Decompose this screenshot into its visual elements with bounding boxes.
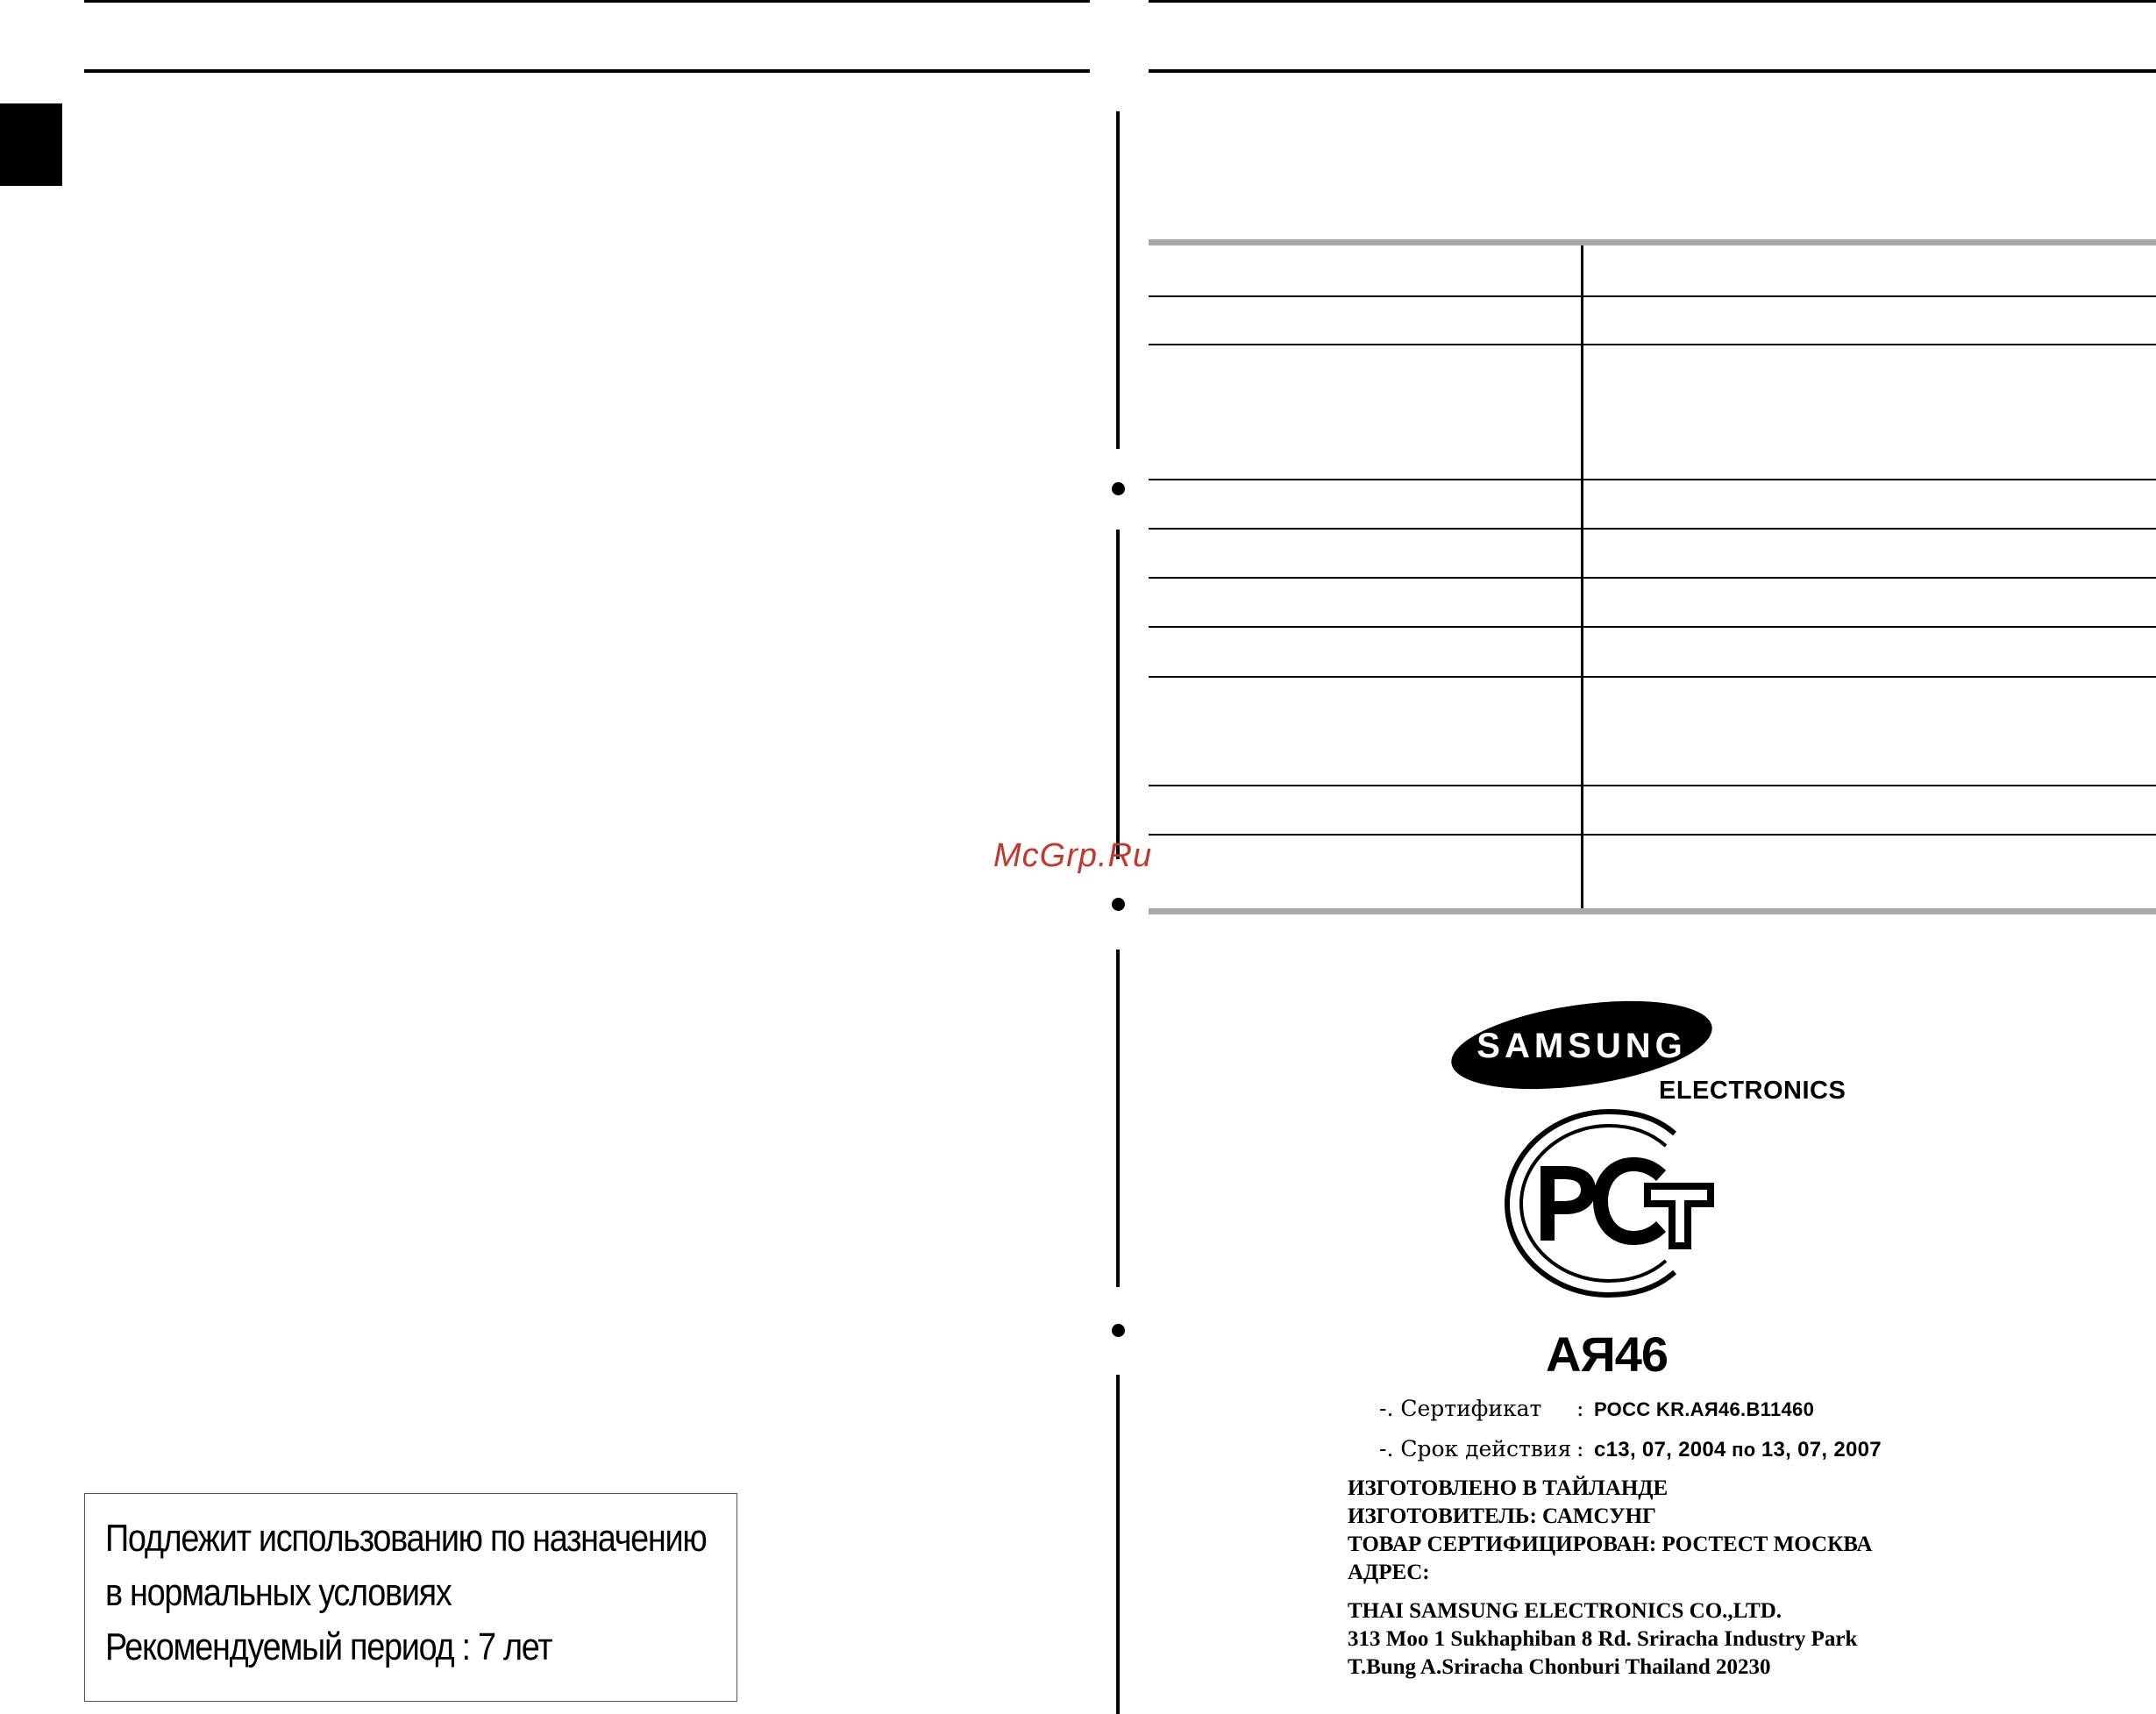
table-top-rule (1149, 239, 2156, 245)
validity-row (1379, 1436, 1882, 1462)
binding-line-1 (1116, 111, 1120, 449)
validity-label: -. Срок действия (1379, 1436, 1572, 1462)
right-header-rule (1149, 69, 2156, 73)
table-row (1149, 786, 2156, 836)
samsung-wordmark: SAMSUNG (1476, 1027, 1687, 1065)
notice-line-1: Подлежит использованию по назначению (105, 1517, 707, 1560)
company-name: THAI SAMSUNG ELECTRONICS CO.,LTD. (1348, 1599, 1782, 1623)
pct-logo-icon (1504, 1109, 1714, 1298)
binding-dot-1 (1112, 482, 1125, 495)
binding-dot-2 (1112, 898, 1125, 911)
table-bottom-rule (1149, 908, 2156, 914)
left-header-rule-top (84, 0, 1090, 3)
certified-line: ТОВАР СЕРТИФИЦИРОВАН: РОСТЕСТ МОСКВА (1348, 1533, 1873, 1556)
manufacturer-block-ru (1348, 1475, 1872, 1587)
made-in-line: ИЗГОТОВЛЕНО В ТАЙЛАНДЕ (1348, 1476, 1669, 1500)
validity-prefix: с (1594, 1438, 1606, 1462)
binding-line-2 (1116, 530, 1120, 859)
table-row (1149, 480, 2156, 530)
right-header-rule-top (1149, 0, 2156, 3)
table-row (1149, 678, 2156, 786)
table-row (1149, 628, 2156, 678)
certificate-label: -. Сертификат (1379, 1396, 1542, 1421)
validity-to: 13, 07, 2007 (1761, 1438, 1882, 1462)
pct-certification-mark (1504, 1109, 1714, 1302)
certificate-body-code: AЯ46 (1546, 1326, 1668, 1382)
validity-from: 13, 07, 2004 (1605, 1438, 1726, 1462)
certificate-number-row (1379, 1396, 1814, 1421)
maker-line: ИЗГОТОВИТЕЛЬ: САМСУНГ (1348, 1504, 1656, 1528)
table-row (1149, 530, 2156, 579)
electronics-label: ELECTRONICS (1659, 1077, 1846, 1105)
address-line-2: T.Bung A.Sriracha Chonburi Thailand 20230 (1348, 1655, 1771, 1679)
table-row (1149, 579, 2156, 628)
table-row (1149, 245, 2156, 297)
table-row (1149, 345, 2156, 480)
colon: : (1576, 1396, 1584, 1421)
notice-line-3: Рекомендуемый период : 7 лет (105, 1625, 552, 1668)
certificate-number: РОСС KR.AЯ46.B11460 (1594, 1398, 1815, 1420)
notice-line-2: в нормальных условиях (105, 1571, 452, 1614)
binding-line-3 (1116, 949, 1120, 1287)
watermark: McGrp.Ru (993, 837, 1153, 874)
binding-dot-3 (1112, 1324, 1125, 1337)
table-row (1149, 297, 2156, 345)
binding-line-4 (1116, 1375, 1120, 1714)
validity-to-word: по (1732, 1439, 1756, 1461)
address-line-1: 313 Moo 1 Sukhaphiban 8 Rd. Sriracha Industry Park (1348, 1627, 1858, 1651)
colon: : (1576, 1436, 1584, 1462)
table-row (1149, 836, 2156, 908)
usage-notice-box (84, 1493, 737, 1702)
language-tab-marker (0, 103, 62, 186)
address-label: АДРЕС: (1348, 1561, 1430, 1584)
left-header-rule (84, 69, 1090, 73)
manufacturer-block-en (1348, 1597, 1857, 1682)
